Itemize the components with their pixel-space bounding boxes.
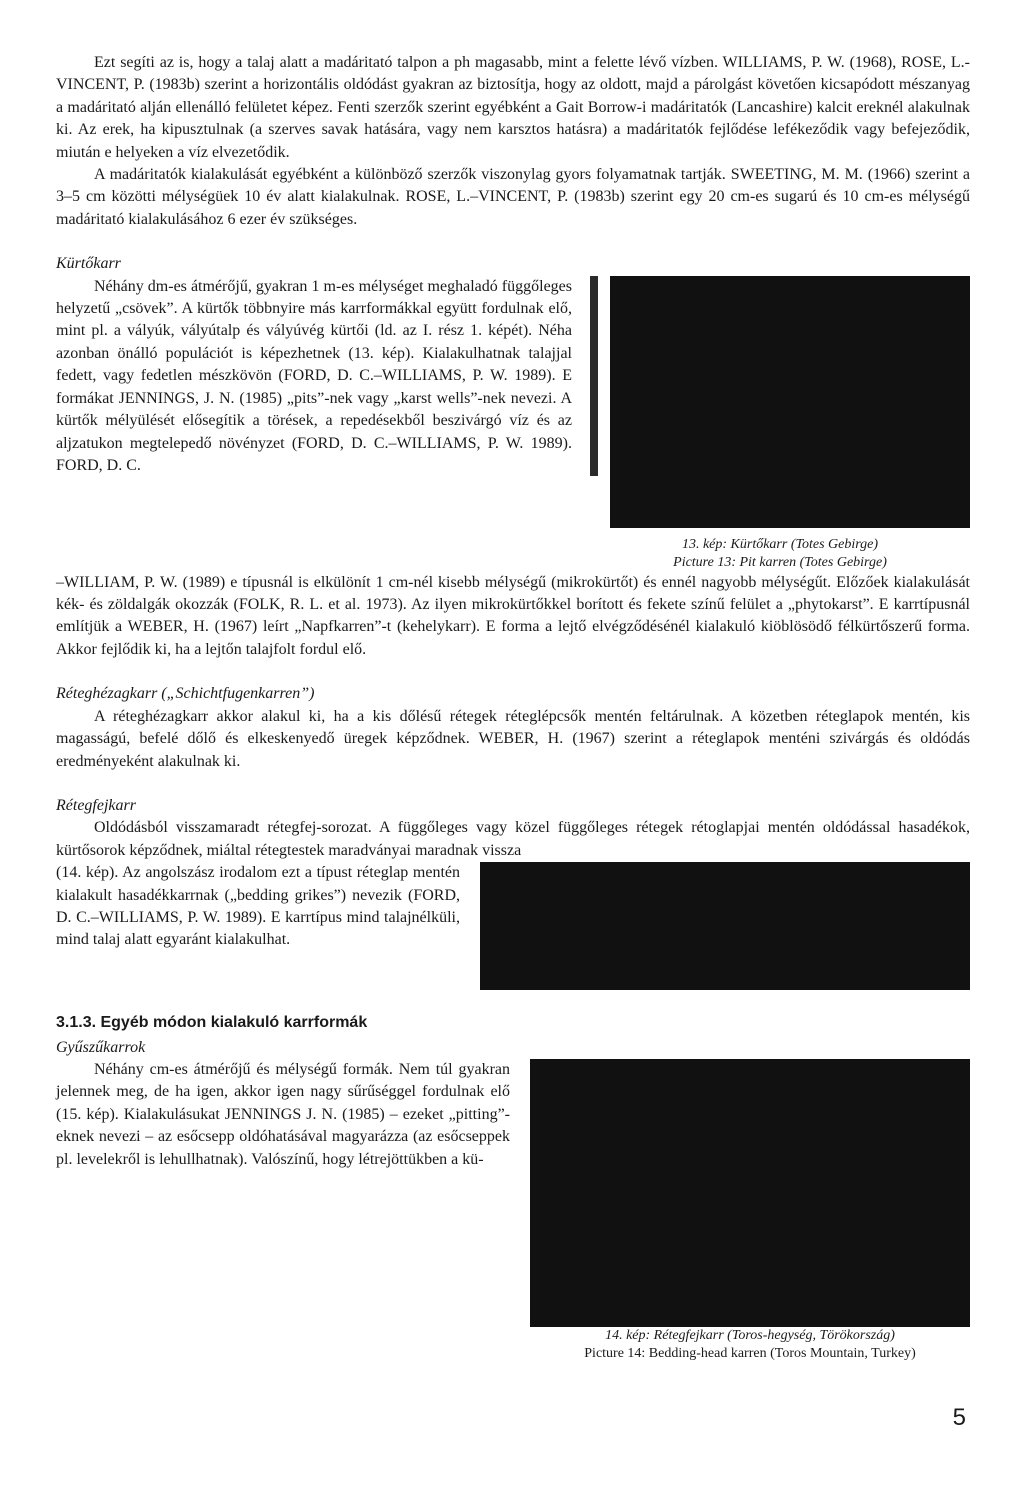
caption-13-hu: 13. kép: Kürtőkarr (Totes Gebirge) [681,536,879,552]
page-content [56,52,970,1363]
section-title-kurtokarr: Kürtőkarr [56,255,121,273]
page-number: 5 [952,1403,966,1431]
photo-13 [610,276,970,528]
photo-13-edge [590,276,598,476]
paragraph-1: Ezt segíti az is, hogy a talaj alatt a madáritató talpon a ph magasabb, mint a felette lévő vízben. WILLIAMS, P. W. (1968), ROSE, L.-VINCENT, P. (1983b) szerint a horizontális oldódást gyakran az biztosítja, hogy az oldott, majd a párolgást követően kicsapódott mészanyag a madáritató alján ellenálló felületet képez. Fenti szerzők szerint egyébként a Gait Borrow-i madáritatók (Lancashire) kalcit ereknél alakulnak ki. Az erek, ha kipusztulnak (a szerves savak hatására, vagy nem karsztos hatásra) a madáritatók fejlődése lefékeződik vagy befejeződik, miután e helyeken a víz elvezetődik. [56,54,970,161]
retegfej-body-1: Oldódásból visszamaradt rétegfej-sorozat. A függőleges vagy közel függőleges rétegek rétoglapjai mentén oldódással hasadékok, kürtősorok képződnek, miáltal rétegtestek maradványai maradnak vissza [56,819,970,859]
photo-14b [530,1059,970,1327]
section-title-gyuszu: Gyűszűkarrok [56,1038,146,1056]
kurtokarr-body: Néhány dm-es átmérőjű, gyakran 1 m-es mélységet meghaladó függőleges helyzetű „csövek”. A kürtők többnyire más karrformákkal együtt fordulnak elő, mint pl. a vályúk, vályútalp és vályúvég kürtői (ld. az I. rész 1. képét). Néha azonban önálló populációt is képezhetnek (13. kép). Kialakulhatnak talajjal fedett, vagy fedetlen mészkövön (FORD, D. C.–WILLIAMS, P. W. 1989). E formákat JENNINGS, J. N. (1985) „pits”-nek vagy „karst wells”-nek nevezi. A kürtők mélyülését elősegítik a törések, a repedésekből beszivárgó víz és az aljzatukon megtelepedő növényzet (FORD, D. C.–WILLIAMS, P. W. 1989). FORD, D. C. [56,277,572,474]
kurtokarr-body-cont: –WILLIAM, P. W. (1989) e típusnál is elkülönít 1 cm-nél kisebb mélységű (mikrokürtőt) és ennél nagyobb mélységűt. Előzőek kialakulását kék- és zöldalgák okozzák (FOLK, R. L. et al. 1973). Az ilyen mikrokürtőkkel borított és fekete színű felület a „phytokarst”. E karrtípusnál említjük a WEBER, H. (1967) leírt „Napfkarren”-t (kehelykarr). E forma a lejtő elvégződésénél kialakuló kiöblösödő félkürtőszerű forma. Akkor fejlődik ki, ha a lejtőn talajfolt fordul elő. [56,573,970,658]
photo-14 [480,862,970,990]
section-title-retegfej: Rétegfejkarr [56,796,136,814]
caption-14-en: Picture 14: Bedding-head karren (Toros Mountain, Turkey) [584,1345,916,1361]
figure-14-photo [480,862,970,990]
caption-13-en: Picture 13: Pit karren (Totes Gebirge) [673,554,887,570]
caption-14-hu: 14. kép: Rétegfejkarr (Toros-hegység, Törökország) [605,1327,895,1343]
heading-313: 3.1.3. Egyéb módon kialakuló karrformák [56,1014,368,1032]
figure-14 [530,1059,970,1363]
section-title-reteghezag: Réteghézagkarr („Schichtfugenkarren”) [56,685,315,703]
paragraph-2: A madáritatók kialakulását egyébként a különböző szerzők viszonylag gyors folyamatnak tartják. SWEETING, M. M. (1966) szerint a 3–5 cm közötti mélységüek 10 év alatt kialakulnak. ROSE, L.–VINCENT, P. (1983b) szerint egy 20 cm-es sugarú és 10 cm-es mélységű madáritató kialakulásához 6 ezer év szükséges. [56,166,970,228]
figure-13 [590,276,970,572]
gyuszu-body: Néhány cm-es átmérőjű és mélységű formák. Nem túl gyakran jelennek meg, de ha igen, akkor igen nagy sűrűséggel fordulnak elő (15. kép). Kialakulásukat JENNINGS J. N. (1985) – ezeket „pitting”-eknek nevezi – az esőcsepp oldóhatásával magyarázza (az esőcseppek pl. levelekről is lehullhatnak). Valószínű, hogy létrejöttükben a kü- [56,1060,510,1168]
retegfej-body-2: (14. kép). Az angolszász irodalom ezt a típust réteglap mentén kialakult hasadékkarrnak („bedding grikes”) nevezik (FORD, D. C.–WILLIAMS, P. W. 1989). E karrtípus mind talajnélküli, mind talaj alatt egyaránt kialakulhat. [56,864,460,949]
reteghezag-body: A réteghézagkarr akkor alakul ki, ha a kis dőlésű rétegek réteglépcsők mentén feltárulnak. A közetben réteglapok mentén, kis magasságú, befelé dőlő és elkeskenyedő üregek képződnek. WEBER, H. (1967) szerint a réteglapok menténi szivárgás és oldódás eredményeként alakulnak ki. [56,707,970,770]
